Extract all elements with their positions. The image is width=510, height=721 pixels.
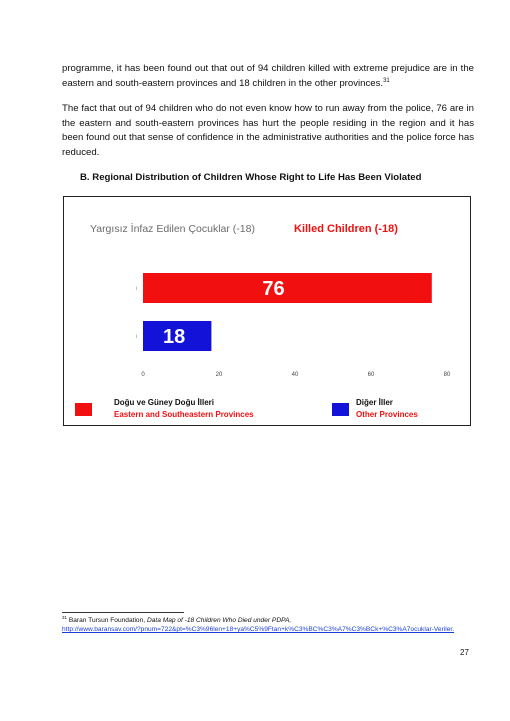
x-tick-label: 80 [443, 372, 451, 378]
paragraph-1 [62, 62, 474, 91]
legend-swatch-1 [75, 403, 92, 416]
bar-value-label-1: 76 [262, 278, 285, 300]
chart-svg [64, 197, 470, 425]
chart-subtitle: Killed Children (-18) [294, 223, 398, 235]
paragraph-2: The fact that out of 94 children who do not even know how to run away from the police, 76 are in the eastern and south-eastern provinces has hurt the people residing in the region and it has been found out that sense of confidence in the administrative authorities and the police force has reduced. [62, 103, 474, 158]
chart-title: Yargısız İnfaz Edilen Çocuklar (-18) [90, 223, 255, 235]
legend [75, 398, 418, 419]
legend-label-en-1: Eastern and Southeastern Provinces [114, 410, 254, 419]
legend-swatch-2 [332, 403, 349, 416]
bar-value-label-2: 18 [163, 326, 186, 348]
x-axis [141, 372, 451, 378]
x-tick-label: 40 [291, 372, 299, 378]
paragraph-1-text: programme, it has been found out that out of 94 children killed with extreme prejudice are in the eastern and south-eastern provinces and 18 children in the other provinces. [62, 63, 474, 89]
x-tick-label: 60 [367, 372, 375, 378]
chart-figure [63, 196, 471, 426]
legend-label-en-2: Other Provinces [356, 410, 418, 419]
legend-label-tr-1: Doğu ve Güney Doğu İlleri [114, 398, 215, 407]
category-tick-2: i [135, 334, 137, 340]
bar-1 [143, 273, 432, 303]
footnote-link[interactable]: http://www.baransav.com/?pnum=722&pt=%C3%96len+18+ya%C5%9Ftan+k%C3%BC%C3%A7%C3%BCk+%C3%A7ocuklar-Veriler. [62, 626, 455, 633]
page-number: 27 [460, 648, 469, 657]
footnote [62, 616, 476, 634]
category-tick-1: i [135, 286, 137, 292]
footnote-title: Data Map of -18 Children Who Died under PDPA, [146, 617, 292, 624]
legend-label-tr-2: Diğer İller [356, 398, 393, 407]
footnote-number: 31 [62, 614, 68, 620]
bars-layer [136, 273, 432, 351]
x-tick-label: 0 [141, 372, 145, 378]
footnote-reference[interactable]: 31 [383, 77, 390, 84]
section-heading: B. Regional Distribution of Children Whose Right to Life Has Been Violated [80, 172, 422, 183]
footnote-source: Baran Tursun Foundation, [67, 617, 147, 624]
x-tick-label: 20 [215, 372, 223, 378]
footnote-divider [62, 612, 184, 613]
